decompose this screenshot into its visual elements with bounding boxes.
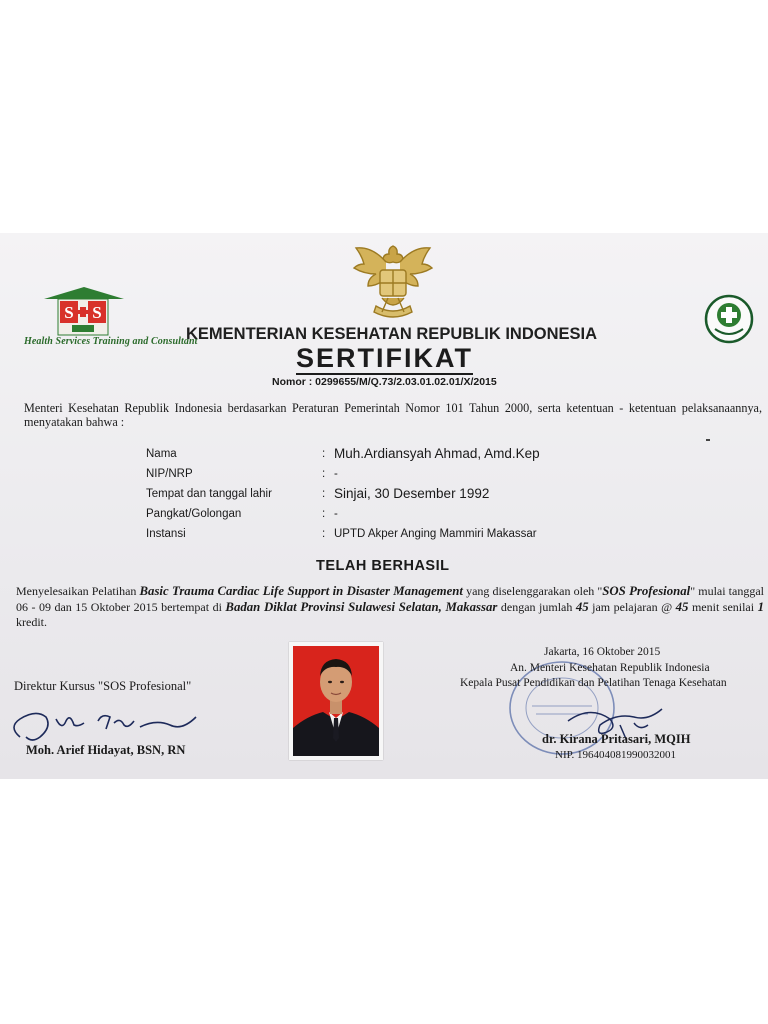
signatory-position: Kepala Pusat Pendidikan dan Pelatihan Tenaga Kesehatan	[460, 677, 727, 689]
text-run: " mulai tanggal 06 - 09 dan 15 Oktober 2015 bertempat di	[16, 584, 764, 614]
text-run: jam pelajaran @	[588, 599, 676, 614]
certificate-number: Nomor : 0299655/M/Q.73/2.03.01.02.01/X/2015	[272, 376, 497, 388]
hours-value: 45	[575, 599, 589, 614]
ministry-signatory-block	[460, 645, 766, 692]
field-label: Nama	[146, 448, 177, 460]
completion-text	[16, 584, 764, 631]
field-label: Pangkat/Golongan	[146, 508, 242, 520]
intro-text: Menteri Kesehatan Republik Indonesia berdasarkan Peraturan Pemerintah Nomor 101 Tahun 2000, serta ketentuan - ketentuan pelaksanaannya, menyatakan bahwa :	[24, 401, 762, 429]
field-label: Instansi	[146, 528, 186, 540]
field-row-name	[146, 445, 706, 465]
field-value: Muh.Ardiansyah Ahmad, Amd.Kep	[334, 446, 540, 461]
director-name: Moh. Arief Hidayat, BSN, RN	[26, 743, 186, 757]
text-run: kredit.	[16, 615, 47, 629]
field-colon: :	[322, 468, 326, 480]
mark-dot	[706, 439, 710, 441]
sos-tagline: Health Services Training and Consultant	[24, 336, 198, 347]
portrait-icon	[293, 646, 379, 756]
field-row-rank	[146, 505, 706, 525]
bakti-husada-logo-icon	[703, 293, 755, 345]
recipient-fields	[146, 445, 706, 545]
field-colon: :	[322, 488, 326, 500]
course-name: Basic Trauma Cardiac Life Support in Disaster Management	[139, 584, 463, 598]
text-run: yang diselenggarakan oleh "	[462, 584, 603, 598]
certificate	[0, 233, 768, 779]
field-colon: :	[322, 508, 326, 520]
director-signature-icon	[6, 697, 206, 745]
recipient-photo	[289, 642, 383, 760]
svg-text:S: S	[64, 303, 74, 322]
field-colon: :	[322, 528, 326, 540]
venue-name: Badan Diklat Provinsi Sulawesi Selatan, Makassar	[225, 599, 498, 614]
field-row-nip	[146, 465, 706, 485]
field-value: -	[334, 508, 338, 520]
minutes-value: 45	[675, 599, 689, 614]
field-value: UPTD Akper Anging Mammiri Makassar	[334, 528, 537, 540]
field-colon: :	[322, 448, 326, 460]
text-run: menit senilai	[688, 599, 758, 614]
field-label: NIP/NRP	[146, 468, 193, 480]
text-run: dengan jumlah	[497, 599, 576, 614]
result-heading: TELAH BERHASIL	[316, 558, 450, 574]
field-value: -	[334, 468, 338, 480]
signatory-name: dr. Kirana Pritasari, MQIH	[542, 732, 691, 746]
svg-text:S: S	[92, 303, 102, 322]
director-title: Direktur Kursus "SOS Profesional"	[14, 679, 192, 693]
place-date: Jakarta, 16 Oktober 2015	[544, 646, 661, 658]
field-row-institution	[146, 525, 706, 545]
ministry-heading: KEMENTERIAN KESEHATAN REPUBLIK INDONESIA	[186, 325, 597, 343]
garuda-emblem-icon	[350, 240, 436, 324]
credits-value: 1	[757, 599, 764, 614]
field-row-birth	[146, 485, 706, 505]
field-value: Sinjai, 30 Desember 1992	[334, 486, 490, 501]
on-behalf: An. Menteri Kesehatan Republik Indonesia	[510, 661, 710, 674]
field-label: Tempat dan tanggal lahir	[146, 488, 272, 500]
organizer-name: SOS Profesional	[602, 584, 691, 598]
text-run: Menyelesaikan Pelatihan	[16, 584, 140, 598]
signatory-nip: NIP. 196404081990032001	[555, 749, 677, 761]
page-title: SERTIFIKAT	[296, 343, 473, 373]
